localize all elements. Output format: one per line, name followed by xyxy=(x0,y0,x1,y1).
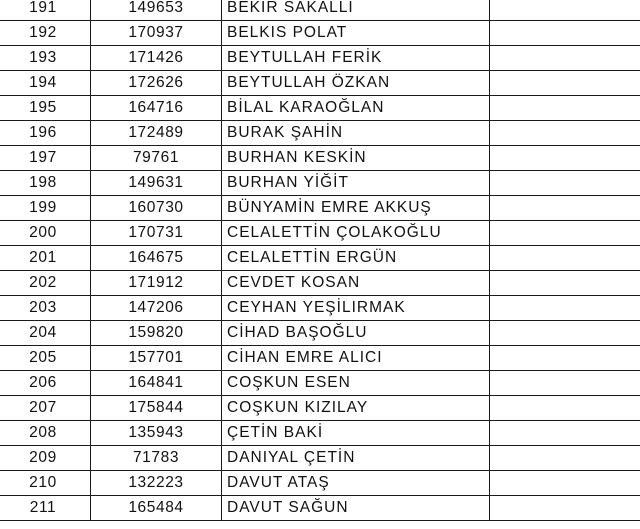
registry-id-cell: 164716 xyxy=(91,96,222,121)
row-number-cell: 194 xyxy=(0,71,91,96)
table-row xyxy=(0,0,640,21)
registry-id-cell: 172626 xyxy=(91,71,222,96)
full-name-cell: CELALETTİN ÇOLAKOĞLU xyxy=(222,221,490,246)
row-number-cell: 206 xyxy=(0,371,91,396)
table-row xyxy=(0,396,640,421)
full-name-cell: BURHAN YİĞİT xyxy=(222,171,490,196)
empty-cell xyxy=(490,146,640,171)
table-row xyxy=(0,296,640,321)
table-row xyxy=(0,446,640,471)
full-name-cell: CİHAN EMRE ALICI xyxy=(222,346,490,371)
row-number-cell: 198 xyxy=(0,171,91,196)
table-row xyxy=(0,221,640,246)
registry-id-cell: 171426 xyxy=(91,46,222,71)
full-name-cell: BİLAL KARAOĞLAN xyxy=(222,96,490,121)
registry-id-cell: 172489 xyxy=(91,121,222,146)
row-number-cell: 209 xyxy=(0,446,91,471)
row-number-cell: 208 xyxy=(0,421,91,446)
row-number-cell: 193 xyxy=(0,46,91,71)
empty-cell xyxy=(490,46,640,71)
empty-cell xyxy=(490,246,640,271)
row-number-cell: 192 xyxy=(0,21,91,46)
table-row xyxy=(0,271,640,296)
empty-cell xyxy=(490,321,640,346)
full-name-cell: CEVDET KOSAN xyxy=(222,271,490,296)
table-row xyxy=(0,321,640,346)
registry-id-cell: 160730 xyxy=(91,196,222,221)
table-row xyxy=(0,71,640,96)
registry-id-cell: 71783 xyxy=(91,446,222,471)
empty-cell xyxy=(490,96,640,121)
full-name-cell: DAVUT ATAŞ xyxy=(222,471,490,496)
row-number-cell: 203 xyxy=(0,296,91,321)
registry-id-cell: 147206 xyxy=(91,296,222,321)
empty-cell xyxy=(490,71,640,96)
empty-cell xyxy=(490,471,640,496)
row-number-cell: 210 xyxy=(0,471,91,496)
full-name-cell: DANIYAL ÇETİN xyxy=(222,446,490,471)
table-row xyxy=(0,246,640,271)
full-name-cell: COŞKUN KIZILAY xyxy=(222,396,490,421)
empty-cell xyxy=(490,171,640,196)
row-number-cell: 195 xyxy=(0,96,91,121)
full-name-cell: ÇETİN BAKİ xyxy=(222,421,490,446)
row-number-cell: 204 xyxy=(0,321,91,346)
registry-id-cell: 79761 xyxy=(91,146,222,171)
row-number-cell: 207 xyxy=(0,396,91,421)
registry-id-cell: 175844 xyxy=(91,396,222,421)
empty-cell xyxy=(490,296,640,321)
row-number-cell: 201 xyxy=(0,246,91,271)
empty-cell xyxy=(490,221,640,246)
full-name-cell: BELKIS POLAT xyxy=(222,21,490,46)
table-row xyxy=(0,146,640,171)
full-name-cell: BURAK ŞAHİN xyxy=(222,121,490,146)
table-row xyxy=(0,171,640,196)
empty-cell xyxy=(490,446,640,471)
table-row xyxy=(0,46,640,71)
empty-cell xyxy=(490,496,640,521)
empty-cell xyxy=(490,196,640,221)
registry-id-cell: 159820 xyxy=(91,321,222,346)
registry-id-cell: 132223 xyxy=(91,471,222,496)
full-name-cell: COŞKUN ESEN xyxy=(222,371,490,396)
empty-cell xyxy=(490,21,640,46)
row-number-cell: 196 xyxy=(0,121,91,146)
empty-cell xyxy=(490,121,640,146)
full-name-cell: CİHAD BAŞOĞLU xyxy=(222,321,490,346)
full-name-cell: BÜNYAMİN EMRE AKKUŞ xyxy=(222,196,490,221)
full-name-cell: BURHAN KESKİN xyxy=(222,146,490,171)
registry-id-cell: 170731 xyxy=(91,221,222,246)
full-name-cell: CELALETTİN ERGÜN xyxy=(222,246,490,271)
empty-cell xyxy=(490,371,640,396)
table-row xyxy=(0,96,640,121)
table-row xyxy=(0,471,640,496)
row-number-cell: 191 xyxy=(0,0,91,21)
row-number-cell: 197 xyxy=(0,146,91,171)
row-number-cell: 200 xyxy=(0,221,91,246)
registry-id-cell: 149653 xyxy=(91,0,222,21)
empty-cell xyxy=(490,0,640,21)
full-name-cell: CEYHAN YEŞİLIRMAK xyxy=(222,296,490,321)
row-number-cell: 205 xyxy=(0,346,91,371)
table-row xyxy=(0,496,640,521)
registry-id-cell: 165484 xyxy=(91,496,222,521)
full-name-cell: DAVUT SAĞUN xyxy=(222,496,490,521)
table-row xyxy=(0,371,640,396)
row-number-cell: 199 xyxy=(0,196,91,221)
full-name-cell: BEYTULLAH ÖZKAN xyxy=(222,71,490,96)
table-row xyxy=(0,121,640,146)
table-row xyxy=(0,196,640,221)
empty-cell xyxy=(490,421,640,446)
table-row xyxy=(0,21,640,46)
row-number-cell: 211 xyxy=(0,496,91,521)
registry-id-cell: 164841 xyxy=(91,371,222,396)
registry-id-cell: 149631 xyxy=(91,171,222,196)
row-number-cell: 202 xyxy=(0,271,91,296)
table-row xyxy=(0,346,640,371)
registry-id-cell: 170937 xyxy=(91,21,222,46)
table-row xyxy=(0,421,640,446)
registry-id-cell: 171912 xyxy=(91,271,222,296)
registry-id-cell: 135943 xyxy=(91,421,222,446)
full-name-cell: BEYTULLAH FERİK xyxy=(222,46,490,71)
registry-id-cell: 157701 xyxy=(91,346,222,371)
empty-cell xyxy=(490,396,640,421)
full-name-cell: BEKİR SAKALLI xyxy=(222,0,490,21)
empty-cell xyxy=(490,271,640,296)
empty-cell xyxy=(490,346,640,371)
registry-id-cell: 164675 xyxy=(91,246,222,271)
